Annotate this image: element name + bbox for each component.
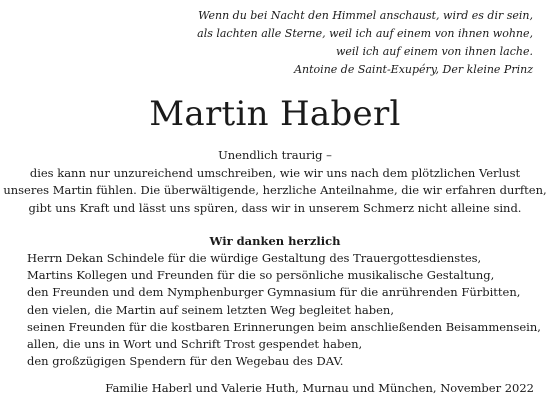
thanks-line: unseres Martin fühlen. Die überwältigende, herzliche Anteilnahme, die wir erfahren durften, <box>3 183 547 197</box>
gratitude-line: den großzügigen Spendern für den Wegebau des DAV. <box>27 354 344 369</box>
thanks-line: dies kann nur unzureichend umschreiben, wie wir uns nach dem plötzlichen Verlust <box>29 165 521 180</box>
gratitude-line: Martins Kollegen und Freunden für die so persönliche musikalische Gestaltung, <box>27 268 495 283</box>
family-signature: Familie Haberl und Valerie Huth, Murnau und München, November 2022 <box>105 381 534 395</box>
gratitude-list <box>27 250 541 370</box>
quote-line: Wenn du bei Nacht den Himmel anschaust, wird es dir sein, <box>198 9 533 22</box>
thanks-paragraph <box>0 147 550 217</box>
thanks-line: Unendlich traurig – <box>218 148 332 162</box>
gratitude-heading: Wir danken herzlich <box>209 234 341 248</box>
gratitude-line: den vielen, die Martin auf seinem letzten Weg begleitet haben, <box>27 302 394 317</box>
quote-line: weil ich auf einem von ihnen lache. <box>335 45 533 58</box>
gratitude-line: seinen Freunden für die kostbaren Erinnerungen beim anschließenden Beisammensein, <box>27 319 541 334</box>
deceased-name: Martin Haberl <box>149 94 401 134</box>
quote-author: Antoine de Saint-Exupéry, Der kleine Prinz <box>294 63 533 76</box>
thanks-line: gibt uns Kraft und lässt uns spüren, dass wir in unserem Schmerz nicht alleine sind. <box>28 200 522 215</box>
gratitude-line: allen, die uns in Wort und Schrift Trost gespendet haben, <box>27 337 363 352</box>
quote-line: als lachten alle Sterne, weil ich auf einem von ihnen wohne, <box>197 27 533 40</box>
quote-block <box>173 7 533 79</box>
gratitude-line: den Freunden und dem Nymphenburger Gymnasium für die anrührenden Fürbitten, <box>27 285 521 300</box>
gratitude-line: Herrn Dekan Schindele für die würdige Gestaltung des Trauergottesdienstes, <box>27 251 482 265</box>
